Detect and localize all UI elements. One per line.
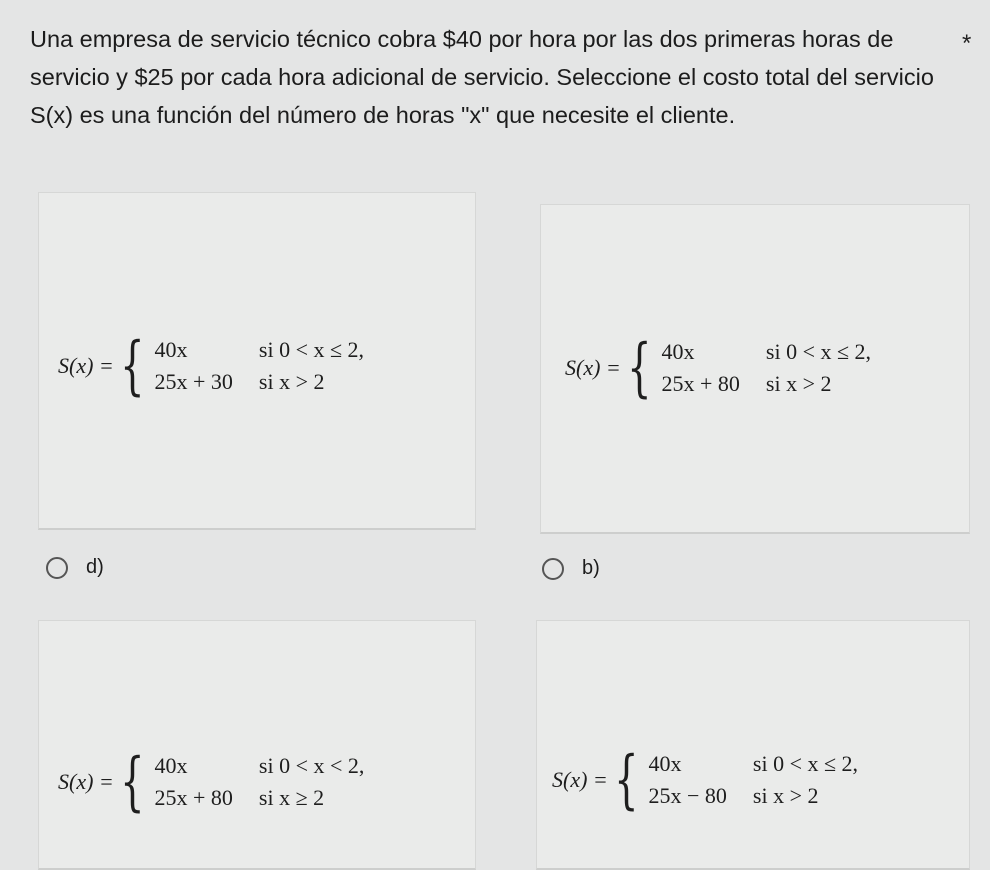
option-d-radio-row[interactable] [46, 556, 104, 579]
case1-condition: si 0 < x ≤ 2, [258, 337, 365, 362]
radio-button-b[interactable] [542, 558, 564, 580]
case2-condition: si x > 2 [765, 371, 832, 396]
formula-cases [661, 339, 871, 397]
case1-expression: 40x [154, 337, 188, 362]
brace-symbol: { [613, 743, 639, 817]
brace-symbol: { [626, 331, 652, 405]
case2-expression: 25x + 80 [661, 371, 740, 396]
question-text: Una empresa de servicio técnico cobra $40 por hora por las dos primeras horas de servicio y $25 por cada hora adicional de servicio. Seleccione el costo total del servicio S(x) es una función del número de horas "x" que necesite el cliente. [30, 26, 934, 128]
option-card-3[interactable] [38, 620, 476, 870]
option-3-formula [58, 745, 365, 819]
formula-lhs: S(x) = [565, 355, 621, 380]
case1-expression: 40x [154, 753, 188, 778]
formula-lhs: S(x) = [58, 353, 114, 378]
formula-lhs: S(x) = [552, 767, 608, 792]
option-d-label[interactable]: d) [86, 556, 104, 578]
case1-condition: si 0 < x < 2, [258, 753, 365, 778]
case2-condition: si x ≥ 2 [258, 785, 325, 810]
formula-lhs: S(x) = [58, 769, 114, 794]
case2-condition: si x > 2 [752, 783, 819, 808]
formula-cases [648, 751, 858, 809]
case2-expression: 25x + 30 [154, 369, 233, 394]
option-b-formula [565, 331, 872, 405]
radio-button-d[interactable] [46, 557, 68, 579]
case2-condition: si x > 2 [258, 369, 325, 394]
case1-condition: si 0 < x ≤ 2, [752, 751, 859, 776]
formula-cases [154, 337, 364, 395]
option-4-formula [552, 743, 859, 817]
required-asterisk: * [962, 30, 972, 57]
case1-expression: 40x [661, 339, 695, 364]
formula-cases [154, 753, 364, 811]
case2-expression: 25x + 80 [154, 785, 233, 810]
brace-symbol: { [119, 745, 145, 819]
option-card-4[interactable] [536, 620, 970, 870]
case1-condition: si 0 < x ≤ 2, [765, 339, 872, 364]
option-b-radio-row[interactable] [542, 557, 600, 580]
case2-expression: 25x − 80 [648, 783, 727, 808]
brace-symbol: { [119, 329, 145, 403]
option-b-label[interactable]: b) [582, 557, 600, 579]
option-d-formula [58, 329, 365, 403]
case1-expression: 40x [648, 751, 682, 776]
